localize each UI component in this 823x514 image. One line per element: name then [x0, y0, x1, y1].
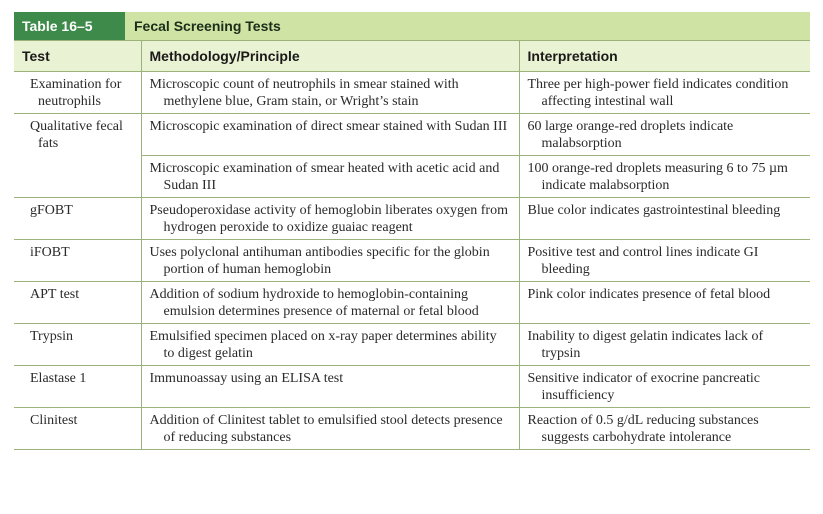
test-name: Clinitest: [30, 413, 78, 428]
table-title: Fecal Screening Tests: [125, 12, 810, 40]
methodology: Addition of sodium hydroxide to hemoglobin-containing emulsion determines presence of maternal or fetal blood: [149, 287, 479, 319]
table-row: [14, 282, 810, 324]
table-row: [14, 408, 810, 450]
interpretation: Sensitive indicator of exocrine pancreatic insufficiency: [527, 371, 760, 403]
table-row: [14, 156, 810, 198]
test-name: Elastase 1: [30, 371, 87, 386]
methodology: Immunoassay using an ELISA test: [149, 371, 344, 386]
interpretation: 100 orange-red droplets measuring 6 to 75 µm indicate malabsorption: [527, 161, 788, 193]
header-row: [14, 41, 810, 72]
header-methodology: Methodology/Principle: [141, 41, 519, 72]
table-number: Table 16–5: [14, 12, 125, 40]
table-row: [14, 114, 810, 156]
table-row: [14, 324, 810, 366]
header-test: Test: [14, 41, 141, 72]
methodology: Microscopic examination of direct smear stained with Sudan III: [149, 119, 508, 134]
interpretation: Blue color indicates gastrointestinal bleeding: [527, 203, 781, 218]
table-title-bar: [14, 12, 810, 40]
table-row: [14, 72, 810, 114]
table-row: [14, 198, 810, 240]
interpretation: Pink color indicates presence of fetal blood: [527, 287, 771, 302]
test-name: Qualitative fecal fats: [30, 119, 123, 151]
methodology: Addition of Clinitest tablet to emulsified stool detects presence of reducing substances: [149, 413, 503, 445]
interpretation: Reaction of 0.5 g/dL reducing substances suggests carbohydrate intolerance: [527, 413, 759, 445]
test-name: iFOBT: [30, 245, 70, 260]
table-row: [14, 240, 810, 282]
methodology: Uses polyclonal antihuman antibodies specific for the globin portion of human hemoglobin: [149, 245, 490, 277]
methodology: Microscopic examination of smear heated with acetic acid and Sudan III: [149, 161, 500, 193]
interpretation: 60 large orange-red droplets indicate malabsorption: [527, 119, 734, 151]
test-name: Examination for neutrophils: [30, 77, 122, 109]
test-name: gFOBT: [30, 203, 73, 218]
fecal-screening-table: [14, 12, 810, 450]
header-interpretation: Interpretation: [519, 41, 810, 72]
data-table: [14, 40, 810, 450]
methodology: Microscopic count of neutrophils in smear stained with methylene blue, Gram stain, or Wright’s stain: [149, 77, 459, 109]
interpretation: Positive test and control lines indicate GI bleeding: [527, 245, 759, 277]
interpretation: Inability to digest gelatin indicates lack of trypsin: [527, 329, 764, 361]
methodology: Emulsified specimen placed on x-ray paper determines ability to digest gelatin: [149, 329, 497, 361]
table-row: [14, 366, 810, 408]
test-name: APT test: [30, 287, 80, 302]
interpretation: Three per high-power field indicates condition affecting intestinal wall: [527, 77, 789, 109]
methodology: Pseudoperoxidase activity of hemoglobin liberates oxygen from hydrogen peroxide to oxidize guaiac reagent: [149, 203, 508, 235]
test-name: Trypsin: [30, 329, 74, 344]
